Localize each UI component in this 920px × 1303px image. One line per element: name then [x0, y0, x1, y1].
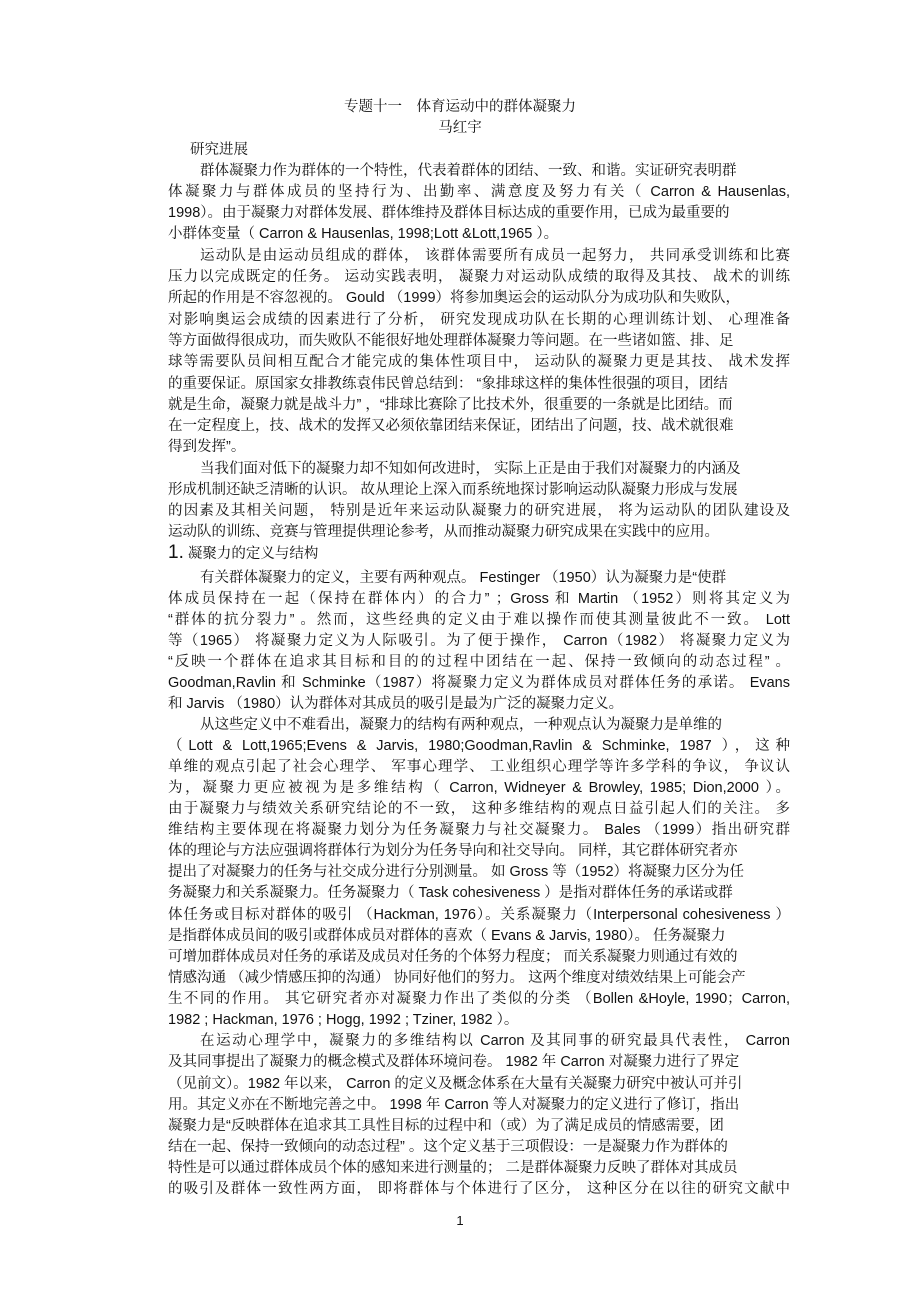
- text-line: 特性是可以通过群体成员个体的感知来进行测量的； 二是群体凝聚力反映了群体对其成员: [168, 1160, 738, 1176]
- text-line: 压力以完成既定的任务。 运动实践表明， 凝聚力对运动队成绩的取得及其技、 战术的训练: [168, 269, 790, 285]
- text-line: 有关群体凝聚力的定义，主要有两种观点。 Festinger （1950）认为凝聚力是“使群: [200, 570, 727, 586]
- text-line: “群体的抗分裂力” 。然而，这些经典的定义由于难以操作而使其测量彼此不一致。 Lott: [168, 612, 790, 628]
- text-line: 当我们面对低下的凝聚力却不知如何改进时， 实际上正是由于我们对凝聚力的内涵及: [200, 461, 741, 477]
- text-line: 在运动心理学中，凝聚力的多维结构以 Carron 及其同事的研究最具代表性， Carron: [200, 1033, 790, 1049]
- text-line: 等方面做得很成功，而失败队不能很好地处理群体凝聚力等问题。在一些诸如篮、排、足: [168, 333, 734, 349]
- text-line: 1982 ; Hackman, 1976 ; Hogg, 1992 ; Tziner, 1982 ）。: [168, 1012, 519, 1028]
- text-line: 的重要保证。原国家女排教练袁伟民曾总结到： “象排球这样的集体性很强的项目，团结: [168, 376, 728, 392]
- text-line: 群体凝聚力作为群体的一个特性，代表着群体的团结、一致、和谐。实证研究表明群: [200, 163, 737, 179]
- text-line: （Lott & Lott,1965;Evens & Jarvis, 1980;Goodman,Ravlin & Schminke, 1987 ），这种: [168, 738, 790, 754]
- text-line: 体任务或目标对群体的吸引 （Hackman, 1976）。关系凝聚力（Interpersonal cohesiveness ）: [168, 907, 790, 923]
- text-line: 球等需要队员间相互配合才能完成的集体性项目中， 运动队的凝聚力更是其技、 战术发挥: [168, 354, 790, 370]
- document-title: 专题十一 体育运动中的群体凝聚力: [344, 99, 576, 115]
- text-line: 所起的作用是不容忽视的。 Gould （1999）将参加奥运会的运动队分为成功队和失败队，: [168, 290, 741, 306]
- text-line: 运动队是由运动员组成的群体， 该群体需要所有成员一起努力， 共同承受训练和比赛: [200, 248, 790, 264]
- text-line: 务凝聚力和关系凝聚力。任务凝聚力（ Task cohesiveness ）是指对群体任务的承诺或群: [168, 885, 733, 901]
- text-line: 用。其定义亦在不断地完善之中。 1998 年 Carron 等人对凝聚力的定义进行了修订，指出: [168, 1097, 740, 1113]
- text-line: 可增加群体成员对任务的承诺及成员对任务的个体努力程度； 而关系凝聚力则通过有效的: [168, 949, 738, 965]
- text-line: 提出了对凝聚力的任务与社交成分进行分别测量。 如 Gross 等（1952）将凝聚力区分为任: [168, 864, 745, 880]
- text-line: 体的理论与方法应强调将群体行为划分为任务导向和社交导向。 同样，其它群体研究者亦: [168, 843, 738, 859]
- text-line: 是指群体成员间的吸引或群体成员对群体的喜欢（ Evans & Jarvis, 1980）。 任务凝聚力: [168, 928, 726, 944]
- text-line: 运动队的训练、竞赛与管理提供理论参考，从而推动凝聚力研究成果在实践中的应用。: [168, 524, 719, 540]
- text-line: 维结构主要体现在将凝聚力划分为任务凝聚力与社交凝聚力。 Bales （1999）指出研究群: [168, 822, 790, 838]
- text-line: 及其同事提出了凝聚力的概念模式及群体环境问卷。 1982 年 Carron 对凝聚力进行了界定: [168, 1054, 740, 1070]
- text-line: Goodman,Ravlin 和 Schminke（1987）将凝聚力定义为群体成员对群体任务的承诺。 Evans: [168, 675, 790, 691]
- text-line: （见前文）。1982 年以来， Carron 的定义及概念体系在大量有关凝聚力研究中被认可并引: [168, 1076, 743, 1092]
- text-line: 从这些定义中不难看出，凝聚力的结构有两种观点，一种观点认为凝聚力是单维的: [200, 717, 722, 733]
- text-line: 为，凝聚力更应被视为是多维结构（ Carron, Widneyer & Browley, 1985; Dion,2000 ）。: [168, 780, 790, 796]
- text-line: 结在一起、保持一致倾向的动态过程” 。这个定义基于三项假设：一是凝聚力作为群体的: [168, 1139, 728, 1155]
- text-line: 在一定程度上，技、战术的发挥又必须依靠团结来保证，团结出了问题，技、战术就很难: [168, 418, 734, 434]
- text-line: 由于凝聚力与绩效关系研究结论的不一致， 这种多维结构的观点日益引起人们的关注。 多: [168, 801, 790, 817]
- section-label: 研究进展: [190, 142, 248, 158]
- text-line: 的吸引及群体一致性两方面， 即将群体与个体进行了区分， 这种区分在以往的研究文献中: [168, 1181, 790, 1197]
- text-line: 形成机制还缺乏清晰的认识。 故从理论上深入而系统地探讨影响运动队凝聚力形成与发展: [168, 482, 738, 498]
- author: 马红宇: [438, 120, 482, 136]
- text-line: 的因素及其相关问题， 特别是近年来运动队凝聚力的研究进展， 将为运动队的团队建设及: [168, 503, 790, 519]
- text-line: 得到发挥”。: [168, 439, 246, 455]
- text-line: 1998）。由于凝聚力对群体发展、群体维持及群体目标达成的重要作用，已成为最重要的: [168, 205, 730, 221]
- text-line: 情感沟通 （减少情感压抑的沟通） 协同好他们的努力。 这两个维度对绩效结果上可能会产: [168, 970, 746, 986]
- heading-number: 1.: [168, 542, 184, 563]
- text-line: 体凝聚力与群体成员的坚持行为、出勤率、满意度及努力有关（ Carron & Hausenlas,: [168, 184, 790, 200]
- text-line: 凝聚力是“反映群体在追求其工具性目标的过程中和（或）为了满足成员的情感需要，团: [168, 1118, 724, 1134]
- text-line: “反映一个群体在追求其目标和目的的过程中团结在一起、保持一致倾向的动态过程” 。: [168, 654, 790, 670]
- text-line: 单维的观点引起了社会心理学、 军事心理学、 工业组织心理学等许多学科的争议， 争议认: [168, 759, 790, 775]
- page-number: 1: [456, 1213, 464, 1228]
- text-line: 小群体变量（ Carron & Hausenlas, 1998;Lott &Lott,1965 ）。: [168, 226, 559, 242]
- text-line: 生不同的作用。 其它研究者亦对凝聚力作出了类似的分类 （Bollen &Hoyle, 1990；Carron,: [168, 991, 790, 1007]
- text-line: 等（1965） 将凝聚力定义为人际吸引。为了便于操作， Carron（1982） 将凝聚力定义为: [168, 633, 790, 649]
- section-heading: [168, 544, 790, 563]
- text-line: 体成员保持在一起（保持在群体内）的合力” ；Gross 和 Martin （1952）则将其定义为: [168, 591, 790, 607]
- text-line: 和 Jarvis （1980）认为群体对其成员的吸引是最为广泛的凝聚力定义。: [168, 696, 624, 712]
- text-line: 就是生命，凝聚力就是战斗力” ，“排球比赛除了比技术外，很重要的一条就是比团结。而: [168, 397, 733, 413]
- heading-text: 凝聚力的定义与结构: [187, 546, 319, 562]
- text-line: 对影响奥运会成绩的因素进行了分析， 研究发现成功队在长期的心理训练计划、 心理准备: [168, 312, 790, 328]
